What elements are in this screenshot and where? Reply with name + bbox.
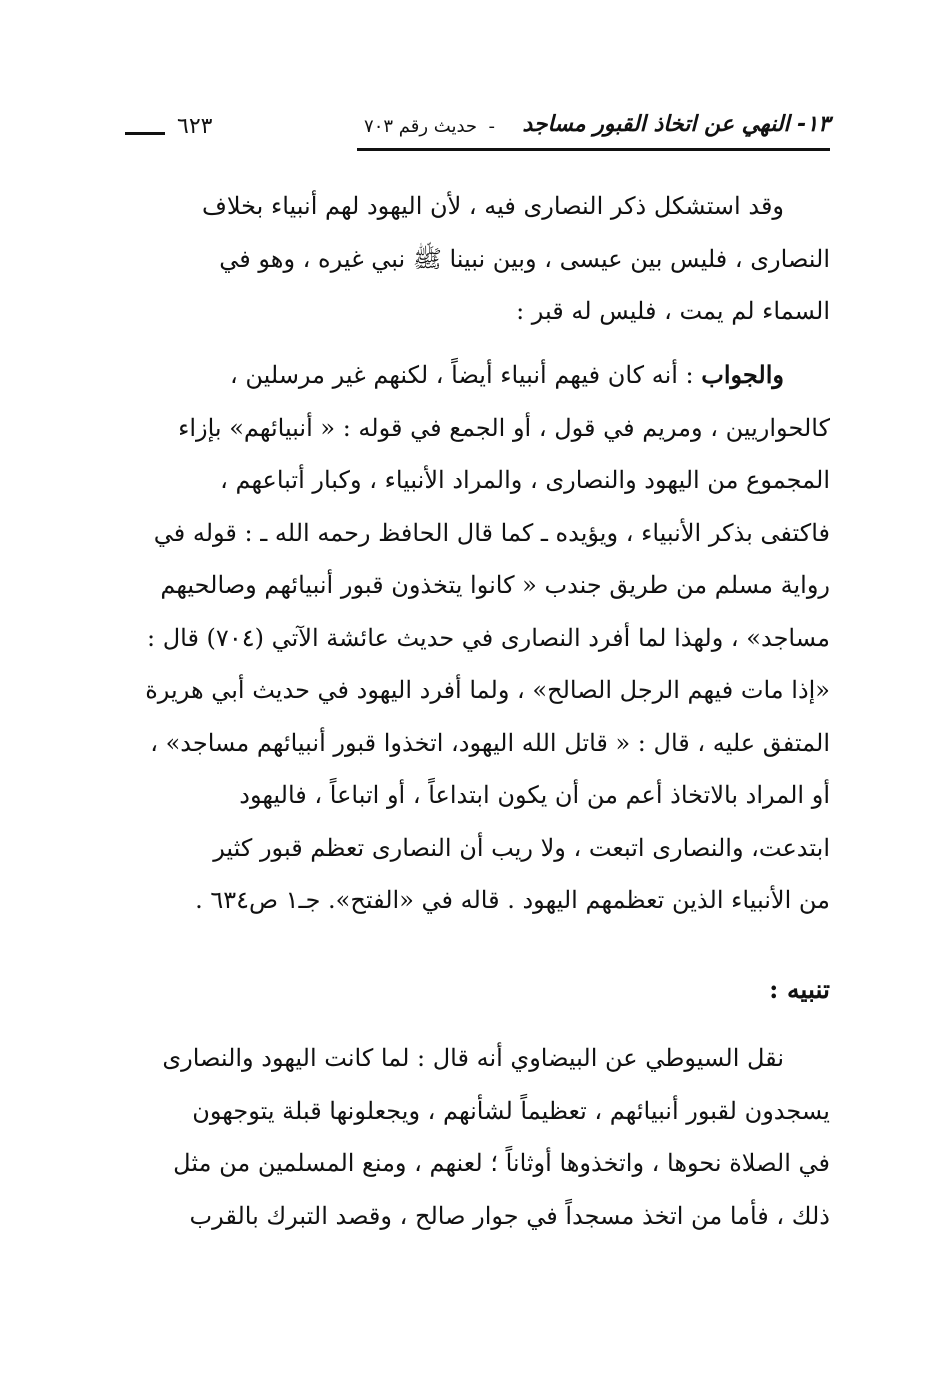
text-line: يسجدون لقبور أنبيائهم ، تعظيماً لشأنهم ، ويجعلونها قبلة يتوجهون: [192, 1096, 830, 1125]
text-line: كالحواريين ، ومريم في قول ، أو الجمع في قوله : « أنبيائهم» بإزاء: [178, 413, 830, 442]
text-line: في الصلاة نحوها ، واتخذوها أوثاناً ؛ لعنهم ، ومنع المسلمين من مثل: [173, 1149, 830, 1177]
text-line: [124, 349, 830, 402]
text-line: وقد استشكل ذكر النصارى فيه ، لأن اليهود لهم أنبياء بخلاف: [201, 192, 784, 220]
answer-first-line: : أنه كان فيهم أنبياء أيضاً ، لكنهم غير مرسلين ،: [229, 361, 694, 389]
text-line: فاكتفى بذكر الأنبياء ، ويؤيده ـ كما قال الحافظ رحمه الله ـ : قوله في: [153, 518, 830, 547]
text-line: النصارى ، فليس بين عيسى ، وبين نبينا ﷺ نبي غيره ، وهو في: [219, 244, 830, 273]
header-rule: [357, 148, 830, 151]
paragraph-answer: [124, 349, 830, 927]
text-line: السماء لم يمت ، فليس له قبر :: [516, 297, 830, 325]
page-number-dash: [125, 132, 165, 135]
text-line: المتفق عليه ، قال : « قاتل الله اليهود، اتخذوا قبور أنبيائهم مساجد» ،: [150, 728, 830, 757]
page-number: ٦٢٣: [177, 114, 213, 139]
text-line: رواية مسلم من طريق جندب « كانوا يتخذون قبور أنبيائهم وصالحيهم: [160, 571, 830, 599]
header-separator: -: [488, 116, 495, 137]
text-line: نقل السيوطي عن البيضاوي أنه قال : لما كانت اليهود والنصارى: [162, 1044, 784, 1072]
hadith-number: حديث رقم ٧٠٣: [364, 116, 478, 137]
paragraph-objection: [124, 180, 830, 338]
answer-lead: والجواب: [701, 360, 784, 389]
text-line: ابتدعت، والنصارى اتبعت ، ولا ريب أن النصارى تعظم قبور كثير: [213, 833, 830, 862]
text-line: «إذا مات فيهم الرجل الصالح» ، ولما أفرد اليهود في حديث أبي هريرة: [145, 676, 830, 704]
text-line: ذلك ، فأما من اتخذ مسجداً في جوار صالح ، وقصد التبرك بالقرب: [189, 1201, 830, 1230]
hadith-reference: [364, 116, 495, 137]
chapter-title: ١٣- النهي عن اتخاذ القبور مساجد: [522, 112, 830, 137]
text-line: مساجد» ، ولهذا لما أفرد النصارى في حديث عائشة الآتي (٧٠٤) قال :: [146, 623, 830, 652]
running-header: [125, 112, 830, 152]
text-line: المجموع من اليهود والنصارى ، والمراد الأنبياء ، وكبار أتباعهم ،: [220, 466, 830, 494]
text-line: أو المراد بالاتخاذ أعم من أن يكون ابتداعاً ، أو اتباعاً ، فاليهود: [239, 781, 830, 809]
note-heading: تنبيه :: [769, 975, 830, 1004]
text-line: من الأنبياء الذين تعظمهم اليهود . قاله في «الفتح». جـ١ ص٦٣٤ .: [195, 886, 830, 914]
paragraph-note: [124, 1032, 830, 1242]
